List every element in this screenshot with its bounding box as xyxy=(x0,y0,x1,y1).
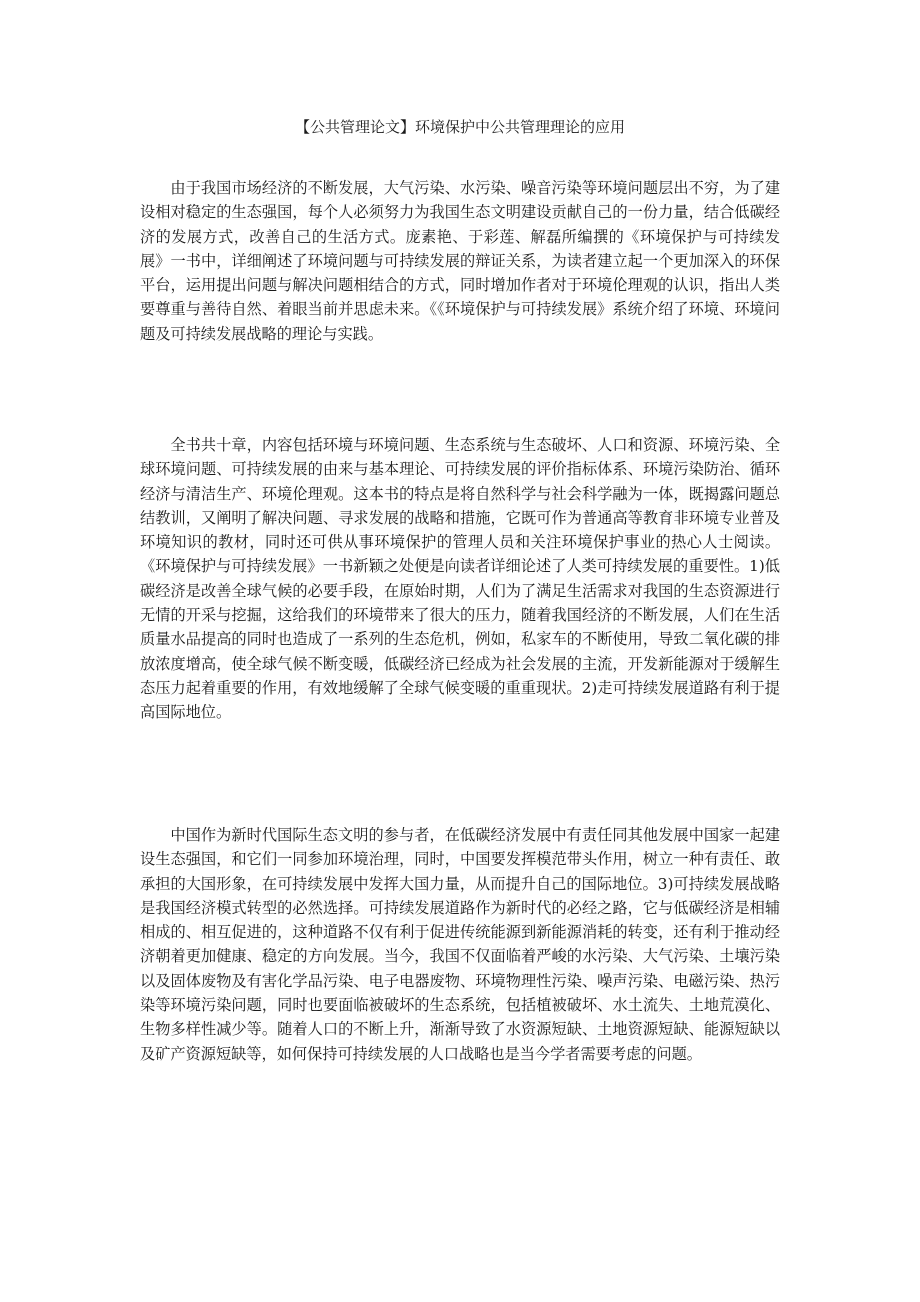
paragraph-intro: 由于我国市场经济的不断发展，大气污染、水污染、噪音污染等环境问题层出不穷，为了建设相对稳定的生态强国，每个人必须努力为我国生态文明建设贡献自己的一份力量，结合低碳经济的发展方式，改善自己的生活方式。庞素艳、于彩莲、解磊所编撰的《环境保护与可持续发展》一书中，详细阐述了环境问题与可持续发展的辩证关系，为读者建立起一个更加深入的环保平台，运用提出问题与解决问题相结合的方式，同时增加作者对于环境伦理观的认识，指出人类要尊重与善待自然、着眼当前并思虑未来。《《环境保护与可持续发展》系统介绍了环境、环境问题及可持续发展战略的理论与实践。 xyxy=(140,179,780,343)
paragraph-china-role: 中国作为新时代国际生态文明的参与者，在低碳经济发展中有责任同其他发展中国家一起建设生态强国，和它们一同参加环境治理，同时，中国要发挥模范带头作用，树立一种有责任、敢承担的大国形象，在可持续发展中发挥大国力量，从而提升自己的国际地位。3)可持续发展战略是我国经济模式转型的必然选择。可持续发展道路作为新时代的必经之路，它与低碳经济是相辅相成的、相互促进的，这种道路不仅有利于促进传统能源到新能源消耗的转变，还有利于推动经济朝着更加健康、稳定的方向发展。当今，我国不仅面临着严峻的水污染、大气污染、土壤污染以及固体废物及有害化学品污染、电子电器废物、环境物理性污染、噪声污染、电磁污染、热污染等环境污染问题，同时也要面临被破坏的生态系统，包括植被破坏、水土流失、土地荒漠化、生物多样性减少等。随着人口的不断上升，渐渐导致了水资源短缺、土地资源短缺、能源短缺以及矿产资源短缺等，如何保持可持续发展的人口战略也是当今学者需要考虑的问题。 xyxy=(140,826,780,1063)
document-title: 【公共管理论文】环境保护中公共管理理论的应用 xyxy=(294,118,625,136)
paragraph-book-contents: 全书共十章，内容包括环境与环境问题、生态系统与生态破坏、人口和资源、环境污染、全球环境问题、可持续发展的由来与基本理论、可持续发展的评价指标体系、环境污染防治、循环经济与清洁生产、环境伦理观。这本书的特点是将自然科学与社会科学融为一体，既揭露问题总结教训，又阐明了解决问题、寻求发展的战略和措施，它既可作为普通高等教育非环境专业普及环境知识的教材，同时还可供从事环境保护的管理人员和关注环境保护事业的热心人士阅读。《环境保护与可持续发展》一书新颖之处便是向读者详细论述了人类可持续发展的重要性。1)低碳经济是改善全球气候的必要手段，在原始时期，人们为了满足生活需求对我国的生态资源进行无情的开采与挖掘，这给我们的环境带来了很大的压力，随着我国经济的不断发展，人们在生活质量水品提高的同时也造成了一系列的生态危机，例如，私家车的不断使用，导致二氧化碳的排放浓度增高，使全球气候不断变暖，低碳经济已经成为社会发展的主流，开发新能源对于缓解生态压力起着重要的作用，有效地缓解了全球气候变暖的重重现状。2)走可持续发展道路有利于提高国际地位。 xyxy=(140,436,780,722)
